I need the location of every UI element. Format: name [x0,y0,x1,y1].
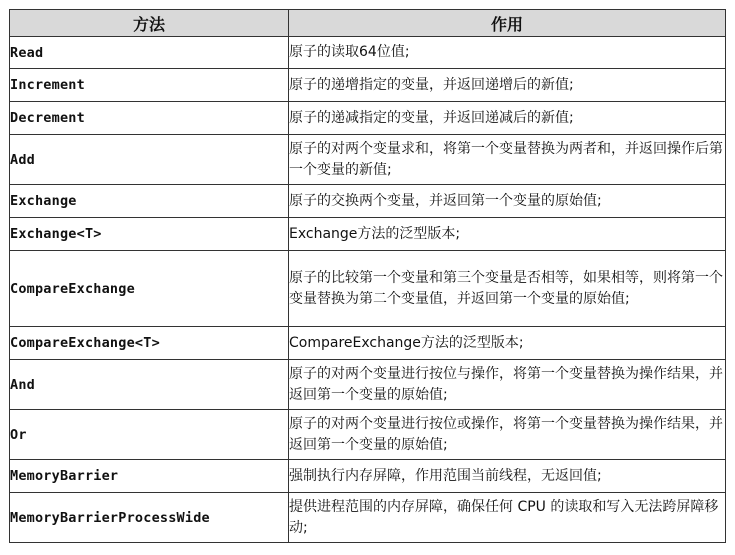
method-usage: 原子的对两个变量进行按位与操作，将第一个变量替换为操作结果，并返回第一个变量的原始值; [289,360,726,410]
method-usage: Exchange方法的泛型版本; [289,218,726,251]
table-row [10,218,726,251]
method-usage: 强制执行内存屏障，作用范围当前线程，无返回值; [289,460,726,493]
method-name: Or [10,410,289,460]
header-usage: 作用 [289,10,726,37]
table-row [10,37,726,69]
table-row [10,460,726,493]
table-row [10,135,726,185]
table-row [10,185,726,218]
method-usage: 提供进程范围的内存屏障，确保任何 CPU 的读取和写入无法跨屏障移动; [289,493,726,543]
method-usage: 原子的交换两个变量，并返回第一个变量的原始值; [289,185,726,218]
table-row [10,493,726,543]
method-name: Add [10,135,289,185]
method-usage: 原子的递减指定的变量，并返回递减后的新值; [289,102,726,135]
method-usage: CompareExchange方法的泛型版本; [289,327,726,360]
table-row [10,251,726,327]
method-usage: 原子的对两个变量进行按位或操作，将第一个变量替换为操作结果，并返回第一个变量的原始值; [289,410,726,460]
method-name: Decrement [10,102,289,135]
method-name: CompareExchange<T> [10,327,289,360]
method-name: And [10,360,289,410]
interlocked-methods-table [9,9,726,543]
method-usage: 原子的比较第一个变量和第三个变量是否相等，如果相等，则将第一个变量替换为第二个变量值，并返回第一个变量的原始值; [289,251,726,327]
table-row [10,327,726,360]
method-usage: 原子的递增指定的变量，并返回递增后的新值; [289,69,726,102]
table-row [10,102,726,135]
method-name: MemoryBarrierProcessWide [10,493,289,543]
method-name: Exchange [10,185,289,218]
method-name: Exchange<T> [10,218,289,251]
method-name: MemoryBarrier [10,460,289,493]
header-method: 方法 [10,10,289,37]
method-usage: 原子的读取64位值; [289,37,726,69]
method-usage: 原子的对两个变量求和，将第一个变量替换为两者和，并返回操作后第一个变量的新值; [289,135,726,185]
table-row [10,410,726,460]
table-row [10,360,726,410]
table-header-row [10,10,726,37]
table-row [10,69,726,102]
method-name: Read [10,37,289,69]
method-name: Increment [10,69,289,102]
method-name: CompareExchange [10,251,289,327]
